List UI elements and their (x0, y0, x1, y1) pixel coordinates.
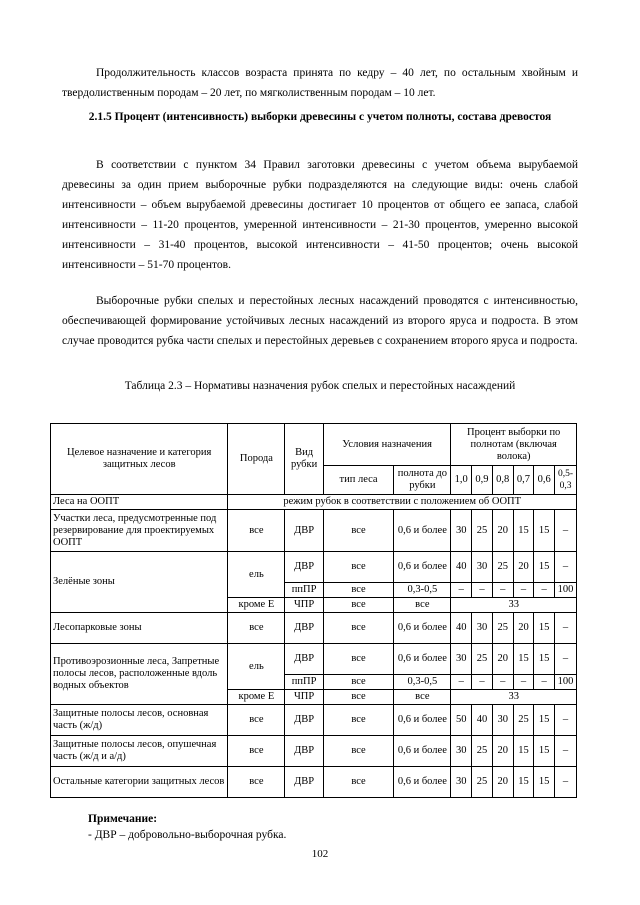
row-rail-edge (51, 736, 577, 767)
cell-value: 30 (472, 613, 493, 644)
cell-value: 25 (472, 767, 493, 798)
cell-value: 25 (492, 552, 513, 583)
cell-value: 40 (472, 705, 493, 736)
cell-value: – (492, 583, 513, 598)
cell-cut-type: ДВР (285, 767, 323, 798)
cell-forest-type: все (323, 552, 394, 583)
cell-cut-type: ЧПР (285, 690, 323, 705)
cell-value: – (472, 675, 493, 690)
cell-value: 15 (534, 767, 555, 798)
cell-value: 15 (534, 510, 555, 552)
row-other (51, 767, 577, 798)
cell-value: 15 (534, 552, 555, 583)
cell-merged-value: 33 (451, 690, 577, 705)
cell-value: 20 (492, 510, 513, 552)
cell-category: Участки леса, предусмотренные под резервирование для проектируемых ООПТ (51, 510, 228, 552)
cell-value: 30 (492, 705, 513, 736)
cell-species: все (228, 613, 285, 644)
cell-forest-type: все (323, 736, 394, 767)
cell-value: 15 (513, 767, 534, 798)
cell-category: Защитные полосы лесов, опушечная часть (ж/д и а/д) (51, 736, 228, 767)
row-park (51, 613, 577, 644)
cell-category: Остальные категории защитных лесов (51, 767, 228, 798)
row-green-1 (51, 552, 577, 583)
cell-density: 0,6 и более (394, 510, 451, 552)
cell-forest-type: все (323, 644, 394, 675)
cell-value: 30 (451, 644, 472, 675)
cell-species: все (228, 736, 285, 767)
header-forest-type: тип леса (323, 466, 394, 495)
cell-value: 15 (513, 644, 534, 675)
header-species: Порода (228, 424, 285, 495)
header-density-0-8: 0,8 (492, 466, 513, 495)
cell-value: 30 (451, 736, 472, 767)
cell-value: – (451, 583, 472, 598)
header-density-0-9: 0,9 (472, 466, 493, 495)
cell-species: все (228, 510, 285, 552)
header-density-0-6: 0,6 (534, 466, 555, 495)
cell-density: 0,6 и более (394, 767, 451, 798)
cell-value: 20 (513, 613, 534, 644)
note-item: - ДВР – добровольно-выборочная рубка. (88, 829, 287, 841)
cell-value: – (492, 675, 513, 690)
header-density: полнота до рубки (394, 466, 451, 495)
cell-cut-type: ДВР (285, 705, 323, 736)
page-number: 102 (311, 848, 329, 860)
cell-species: ель (228, 552, 285, 598)
cell-value: 25 (513, 705, 534, 736)
cell-value: 20 (492, 767, 513, 798)
cell-density: 0,6 и более (394, 613, 451, 644)
cell-density: 0,3-0,5 (394, 675, 451, 690)
cell-cut-type: ДВР (285, 613, 323, 644)
header-cut-type: Вид рубки (285, 424, 323, 495)
cell-density: 0,6 и более (394, 705, 451, 736)
cell-category: Леса на ООПТ (51, 495, 228, 510)
cell-merged-value: 33 (451, 598, 577, 613)
cell-value: – (451, 675, 472, 690)
cell-category: Защитные полосы лесов, основная часть (ж/д) (51, 705, 228, 736)
cell-value: – (513, 583, 534, 598)
cell-category: Противоэрозионные леса, Запретные полосы лесов, расположенные вдоль водных объектов (51, 644, 228, 705)
cell-forest-type: все (323, 690, 394, 705)
cell-forest-type: все (323, 598, 394, 613)
norms-table (50, 423, 577, 798)
cell-cut-type: ДВР (285, 736, 323, 767)
cell-species: ель (228, 644, 285, 690)
header-density-0-7: 0,7 (513, 466, 534, 495)
cell-forest-type: все (323, 767, 394, 798)
cell-forest-type: все (323, 510, 394, 552)
cell-density: все (394, 690, 451, 705)
cell-value: – (534, 583, 555, 598)
paragraph-age-classes: Продолжительность классов возраста принята по кедру – 40 лет, по остальным хвойным и твердолиственным породам – 20 лет, по мягколиственным породам – 10 лет. (62, 67, 578, 99)
cell-value: 15 (534, 644, 555, 675)
cell-value: 15 (534, 736, 555, 767)
cell-value: – (555, 644, 577, 675)
cell-species: все (228, 705, 285, 736)
header-density-1-0: 1,0 (451, 466, 472, 495)
cell-value: – (555, 552, 577, 583)
cell-cut-type: ЧПР (285, 598, 323, 613)
cell-cut-type: ДВР (285, 510, 323, 552)
note-title: Примечание: (88, 813, 158, 825)
cell-value: – (555, 736, 577, 767)
cell-forest-type: все (323, 583, 394, 598)
cell-value: – (472, 583, 493, 598)
cell-value: 100 (555, 583, 577, 598)
section-heading: 2.1.5 Процент (интенсивность) выборки древесины с учетом полноты, состава древостоя (88, 111, 552, 123)
cell-forest-type: все (323, 613, 394, 644)
cell-value: 50 (451, 705, 472, 736)
cell-value: – (513, 675, 534, 690)
cell-cut-type: ДВР (285, 644, 323, 675)
cell-value: 20 (492, 644, 513, 675)
cell-value: 30 (472, 552, 493, 583)
cell-value: 20 (513, 552, 534, 583)
cell-cut-type: ппПР (285, 583, 323, 598)
cell-value: 25 (492, 613, 513, 644)
table-caption: Таблица 2.3 – Нормативы назначения рубок спелых и перестойных насаждений (124, 380, 516, 392)
header-percent-group: Процент выборки по полнотам (включая волока) (451, 424, 577, 466)
cell-value: – (555, 767, 577, 798)
cell-value: – (555, 510, 577, 552)
cell-value: 20 (492, 736, 513, 767)
cell-species: кроме Е (228, 690, 285, 705)
paragraph-selective-cutting: Выборочные рубки спелых и перестойных лесных насаждений проводятся с интенсивностью, обеспечивающей формирование устойчивых лесных насаждений из второго яруса и подроста. В этом случае проводится рубка части спелых и перестойных деревьев с сохранением второго яруса и подроста. (62, 295, 578, 347)
row-reserved (51, 510, 577, 552)
cell-species: кроме Е (228, 598, 285, 613)
cell-value: 15 (534, 705, 555, 736)
cell-value: 30 (451, 510, 472, 552)
cell-density: 0,6 и более (394, 552, 451, 583)
cell-value: 15 (513, 510, 534, 552)
row-rail-main (51, 705, 577, 736)
cell-category: Зелёные зоны (51, 552, 228, 613)
row-erosion-1 (51, 644, 577, 675)
header-density-0-5-0-3: 0,5-0,3 (555, 466, 577, 495)
row-oopt (51, 495, 577, 510)
header-conditions: Условия назначения (323, 424, 451, 466)
cell-cut-type: ДВР (285, 552, 323, 583)
cell-category: Лесопарковые зоны (51, 613, 228, 644)
cell-value: 40 (451, 552, 472, 583)
cell-value: 15 (534, 613, 555, 644)
cell-value: 100 (555, 675, 577, 690)
cell-value: – (555, 705, 577, 736)
cell-cut-type: ппПР (285, 675, 323, 690)
cell-density: 0,6 и более (394, 644, 451, 675)
cell-species: все (228, 767, 285, 798)
cell-value: 25 (472, 736, 493, 767)
cell-forest-type: все (323, 675, 394, 690)
cell-density: 0,3-0,5 (394, 583, 451, 598)
cell-density: все (394, 598, 451, 613)
header-row-1 (51, 424, 577, 466)
cell-value: 40 (451, 613, 472, 644)
cell-forest-type: все (323, 705, 394, 736)
paragraph-intensity-types: В соответствии с пунктом 34 Правил заготовки древесины с учетом объема вырубаемой древесины за один прием выборочные рубки подразделяются на следующие виды: очень слабой интенсивности – объем вырубаемой древесины достигает 10 процентов от общего ее запаса, слабой интенсивности – 11-20 процентов, умеренной интенсивности – 21-30 процентов, умеренно высокой интенсивности – 31-40 процентов, высокой интенсивности – 41-50 процентов; очень высокой интенсивности – 51-70 процентов. (62, 159, 578, 271)
cell-density: 0,6 и более (394, 736, 451, 767)
cell-value: – (534, 675, 555, 690)
header-purpose: Целевое назначение и категория защитных лесов (51, 424, 228, 495)
cell-value: – (555, 613, 577, 644)
cell-value: 25 (472, 644, 493, 675)
cell-value: 25 (472, 510, 493, 552)
cell-value: 15 (513, 736, 534, 767)
cell-oopt-note: режим рубок в соответствии с положением об ООПТ (228, 495, 577, 510)
cell-value: 30 (451, 767, 472, 798)
